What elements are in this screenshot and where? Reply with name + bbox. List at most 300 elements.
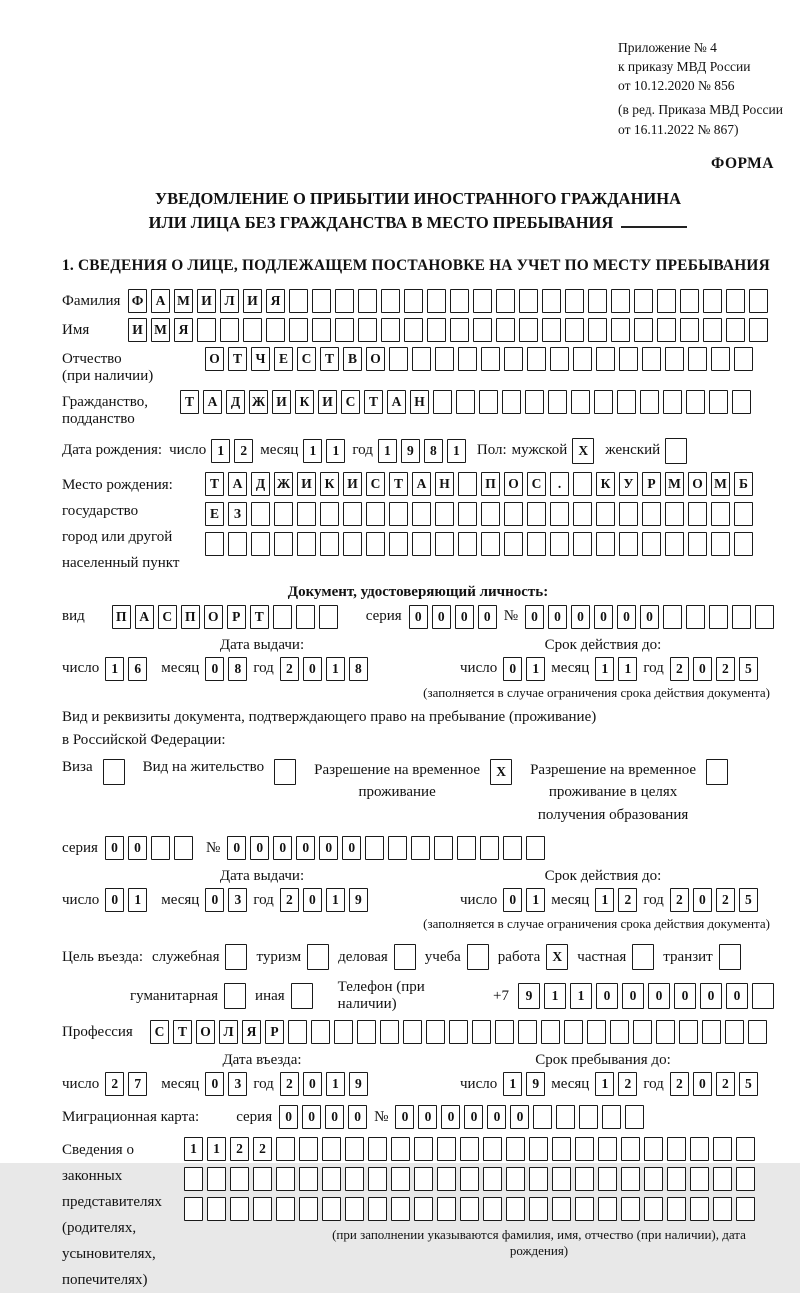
char-box[interactable]: 7 [128, 1072, 147, 1096]
char-box[interactable]: 9 [349, 888, 368, 912]
char-box[interactable] [680, 289, 699, 313]
char-box[interactable] [197, 318, 216, 342]
char-box[interactable]: 1 [503, 1072, 522, 1096]
char-box[interactable]: Т [320, 347, 339, 371]
char-box[interactable]: В [343, 347, 362, 371]
char-box[interactable] [307, 944, 329, 970]
char-box[interactable] [276, 1137, 295, 1161]
char-box[interactable] [596, 502, 615, 526]
char-box[interactable]: Я [266, 289, 285, 313]
char-box[interactable]: Я [242, 1020, 261, 1044]
char-box[interactable] [506, 1197, 525, 1221]
char-box[interactable]: 2 [716, 888, 735, 912]
char-box[interactable] [504, 502, 523, 526]
char-box[interactable]: 2 [253, 1137, 272, 1161]
char-box[interactable] [667, 1137, 686, 1161]
char-box[interactable] [529, 1197, 548, 1221]
char-box[interactable]: 0 [693, 888, 712, 912]
char-box[interactable] [734, 532, 753, 556]
char-box[interactable]: 0 [700, 983, 722, 1009]
char-box[interactable]: 0 [395, 1105, 414, 1129]
char-box[interactable] [598, 1197, 617, 1221]
char-box[interactable]: 0 [319, 836, 338, 860]
doc-issue-day-boxes[interactable] [105, 657, 147, 681]
birthplace-row1-boxes[interactable] [205, 472, 753, 496]
char-box[interactable] [703, 318, 722, 342]
char-box[interactable]: 2 [670, 1072, 689, 1096]
char-box[interactable] [483, 1137, 502, 1161]
char-box[interactable] [688, 347, 707, 371]
char-box[interactable] [457, 836, 476, 860]
char-box[interactable] [657, 289, 676, 313]
char-box[interactable] [299, 1197, 318, 1221]
char-box[interactable]: 1 [544, 983, 566, 1009]
char-box[interactable] [435, 347, 454, 371]
char-box[interactable]: 0 [455, 605, 474, 629]
char-box[interactable]: 0 [693, 657, 712, 681]
char-box[interactable] [644, 1197, 663, 1221]
char-box[interactable] [458, 532, 477, 556]
temp-residence-permit-checkbox[interactable] [490, 759, 512, 785]
char-box[interactable]: 1 [570, 983, 592, 1009]
char-box[interactable] [312, 318, 331, 342]
char-box[interactable] [552, 1137, 571, 1161]
char-box[interactable] [483, 1167, 502, 1191]
char-box[interactable] [319, 605, 338, 629]
char-box[interactable] [103, 759, 125, 785]
char-box[interactable] [322, 1137, 341, 1161]
char-box[interactable] [251, 532, 270, 556]
char-box[interactable] [343, 502, 362, 526]
char-box[interactable] [665, 438, 687, 464]
char-box[interactable]: 0 [273, 836, 292, 860]
residence-issue-day-boxes[interactable] [105, 888, 147, 912]
char-box[interactable] [273, 605, 292, 629]
char-box[interactable]: 1 [211, 439, 230, 463]
char-box[interactable]: 3 [228, 1072, 247, 1096]
char-box[interactable]: А [135, 605, 154, 629]
char-box[interactable] [403, 1020, 422, 1044]
char-box[interactable]: 1 [595, 657, 614, 681]
char-box[interactable]: О [504, 472, 523, 496]
char-box[interactable]: X [490, 759, 512, 785]
char-box[interactable] [389, 347, 408, 371]
char-box[interactable] [495, 1020, 514, 1044]
residence-issue-month-boxes[interactable] [205, 888, 247, 912]
char-box[interactable] [506, 1137, 525, 1161]
residence-permit-checkbox[interactable] [274, 759, 296, 785]
purpose-study-checkbox[interactable] [467, 944, 489, 970]
char-box[interactable]: 2 [105, 1072, 124, 1096]
doc-valid-month-boxes[interactable] [595, 657, 637, 681]
char-box[interactable] [460, 1167, 479, 1191]
char-box[interactable]: Т [250, 605, 269, 629]
char-box[interactable] [634, 318, 653, 342]
char-box[interactable] [550, 532, 569, 556]
char-box[interactable]: 0 [617, 605, 636, 629]
char-box[interactable] [253, 1167, 272, 1191]
char-box[interactable] [575, 1137, 594, 1161]
birthplace-row3-boxes[interactable] [205, 532, 753, 556]
char-box[interactable] [711, 532, 730, 556]
char-box[interactable] [690, 1167, 709, 1191]
char-box[interactable] [345, 1167, 364, 1191]
char-box[interactable] [621, 1167, 640, 1191]
char-box[interactable]: 0 [325, 1105, 344, 1129]
char-box[interactable] [389, 532, 408, 556]
char-box[interactable] [625, 1105, 644, 1129]
char-box[interactable]: 2 [670, 657, 689, 681]
purpose-business-checkbox[interactable] [394, 944, 416, 970]
char-box[interactable]: 2 [716, 657, 735, 681]
char-box[interactable]: 0 [205, 657, 224, 681]
char-box[interactable]: Н [435, 472, 454, 496]
char-box[interactable] [665, 532, 684, 556]
char-box[interactable] [656, 1020, 675, 1044]
char-box[interactable]: 0 [342, 836, 361, 860]
profession-boxes[interactable] [150, 1020, 767, 1044]
char-box[interactable]: 0 [548, 605, 567, 629]
char-box[interactable] [713, 1167, 732, 1191]
doc-valid-day-boxes[interactable] [503, 657, 545, 681]
char-box[interactable] [276, 1197, 295, 1221]
char-box[interactable] [688, 502, 707, 526]
char-box[interactable]: 2 [230, 1137, 249, 1161]
char-box[interactable] [706, 759, 728, 785]
char-box[interactable] [358, 289, 377, 313]
char-box[interactable] [394, 944, 416, 970]
char-box[interactable] [709, 605, 728, 629]
char-box[interactable] [541, 1020, 560, 1044]
char-box[interactable] [503, 836, 522, 860]
patronymic-boxes[interactable] [205, 347, 753, 371]
char-box[interactable] [380, 1020, 399, 1044]
char-box[interactable]: Р [227, 605, 246, 629]
char-box[interactable]: 0 [205, 1072, 224, 1096]
char-box[interactable] [633, 1020, 652, 1044]
char-box[interactable] [602, 1105, 621, 1129]
char-box[interactable] [220, 318, 239, 342]
char-box[interactable] [449, 1020, 468, 1044]
char-box[interactable] [496, 289, 515, 313]
doc-number-boxes[interactable] [525, 605, 774, 629]
char-box[interactable] [414, 1197, 433, 1221]
char-box[interactable]: 0 [726, 983, 748, 1009]
char-box[interactable] [665, 347, 684, 371]
char-box[interactable] [345, 1197, 364, 1221]
char-box[interactable]: 0 [503, 657, 522, 681]
char-box[interactable] [667, 1197, 686, 1221]
char-box[interactable] [412, 502, 431, 526]
char-box[interactable] [404, 318, 423, 342]
char-box[interactable]: 2 [618, 1072, 637, 1096]
char-box[interactable] [437, 1197, 456, 1221]
char-box[interactable] [435, 532, 454, 556]
char-box[interactable] [703, 289, 722, 313]
temp-residence-edu-checkbox[interactable] [706, 759, 728, 785]
char-box[interactable] [564, 1020, 583, 1044]
char-box[interactable] [434, 836, 453, 860]
char-box[interactable] [184, 1197, 203, 1221]
char-box[interactable] [752, 983, 774, 1009]
char-box[interactable]: П [481, 472, 500, 496]
char-box[interactable] [748, 1020, 767, 1044]
char-box[interactable] [274, 759, 296, 785]
entry-day-boxes[interactable] [105, 1072, 147, 1096]
stay-month-boxes[interactable] [595, 1072, 637, 1096]
char-box[interactable]: 0 [303, 1072, 322, 1096]
char-box[interactable] [228, 532, 247, 556]
char-box[interactable] [472, 1020, 491, 1044]
char-box[interactable] [617, 390, 636, 414]
char-box[interactable]: С [158, 605, 177, 629]
char-box[interactable]: 1 [303, 439, 322, 463]
char-box[interactable] [504, 347, 523, 371]
char-box[interactable]: 8 [349, 657, 368, 681]
char-box[interactable]: О [204, 605, 223, 629]
char-box[interactable]: З [228, 502, 247, 526]
char-box[interactable]: Т [173, 1020, 192, 1044]
doc-kind-boxes[interactable] [112, 605, 338, 629]
char-box[interactable] [542, 318, 561, 342]
char-box[interactable]: А [228, 472, 247, 496]
char-box[interactable] [276, 1167, 295, 1191]
char-box[interactable] [550, 347, 569, 371]
char-box[interactable] [391, 1137, 410, 1161]
char-box[interactable]: И [243, 289, 262, 313]
char-box[interactable]: 0 [296, 836, 315, 860]
purpose-official-checkbox[interactable] [225, 944, 247, 970]
char-box[interactable] [663, 605, 682, 629]
char-box[interactable] [573, 472, 592, 496]
char-box[interactable] [611, 318, 630, 342]
char-box[interactable]: М [665, 472, 684, 496]
char-box[interactable]: 0 [409, 605, 428, 629]
char-box[interactable] [690, 1137, 709, 1161]
purpose-humanitarian-checkbox[interactable] [224, 983, 246, 1009]
char-box[interactable] [391, 1167, 410, 1191]
char-box[interactable]: 8 [424, 439, 443, 463]
char-box[interactable]: 0 [503, 888, 522, 912]
char-box[interactable]: 2 [716, 1072, 735, 1096]
char-box[interactable] [224, 983, 246, 1009]
char-box[interactable]: 1 [526, 657, 545, 681]
char-box[interactable]: У [619, 472, 638, 496]
char-box[interactable] [365, 836, 384, 860]
residence-issue-year-boxes[interactable] [280, 888, 368, 912]
char-box[interactable]: М [711, 472, 730, 496]
doc-issue-year-boxes[interactable] [280, 657, 368, 681]
representatives-row3-boxes[interactable] [184, 1197, 774, 1221]
char-box[interactable] [755, 605, 774, 629]
residence-series-boxes[interactable] [105, 836, 193, 860]
char-box[interactable] [411, 836, 430, 860]
char-box[interactable] [619, 502, 638, 526]
char-box[interactable]: 0 [487, 1105, 506, 1129]
char-box[interactable]: 1 [618, 657, 637, 681]
char-box[interactable]: Т [389, 472, 408, 496]
char-box[interactable]: С [150, 1020, 169, 1044]
char-box[interactable]: А [412, 472, 431, 496]
char-box[interactable]: Д [251, 472, 270, 496]
char-box[interactable]: С [366, 472, 385, 496]
char-box[interactable]: 0 [693, 1072, 712, 1096]
char-box[interactable]: 0 [622, 983, 644, 1009]
purpose-other-checkbox[interactable] [291, 983, 313, 1009]
char-box[interactable] [657, 318, 676, 342]
char-box[interactable]: 0 [571, 605, 590, 629]
purpose-transit-checkbox[interactable] [719, 944, 741, 970]
char-box[interactable] [297, 502, 316, 526]
char-box[interactable] [688, 532, 707, 556]
char-box[interactable] [665, 502, 684, 526]
char-box[interactable]: 1 [378, 439, 397, 463]
char-box[interactable] [644, 1137, 663, 1161]
char-box[interactable]: 0 [478, 605, 497, 629]
char-box[interactable]: И [197, 289, 216, 313]
char-box[interactable] [548, 390, 567, 414]
char-box[interactable]: С [527, 472, 546, 496]
char-box[interactable] [619, 347, 638, 371]
char-box[interactable]: 1 [326, 657, 345, 681]
char-box[interactable] [642, 502, 661, 526]
char-box[interactable] [519, 289, 538, 313]
char-box[interactable]: 0 [303, 657, 322, 681]
entry-month-boxes[interactable] [205, 1072, 247, 1096]
stay-year-boxes[interactable] [670, 1072, 758, 1096]
given-name-boxes[interactable] [128, 318, 768, 342]
char-box[interactable] [575, 1167, 594, 1191]
char-box[interactable]: 0 [594, 605, 613, 629]
char-box[interactable] [579, 1105, 598, 1129]
char-box[interactable]: 0 [128, 836, 147, 860]
char-box[interactable] [388, 836, 407, 860]
char-box[interactable]: 1 [595, 888, 614, 912]
char-box[interactable] [587, 1020, 606, 1044]
char-box[interactable] [291, 983, 313, 1009]
char-box[interactable] [335, 318, 354, 342]
char-box[interactable]: 0 [105, 888, 124, 912]
representatives-row2-boxes[interactable] [184, 1167, 774, 1191]
char-box[interactable] [456, 390, 475, 414]
char-box[interactable]: X [546, 944, 568, 970]
char-box[interactable]: А [387, 390, 406, 414]
char-box[interactable]: Т [228, 347, 247, 371]
char-box[interactable] [527, 502, 546, 526]
char-box[interactable]: 0 [205, 888, 224, 912]
char-box[interactable] [736, 1167, 755, 1191]
char-box[interactable]: П [112, 605, 131, 629]
char-box[interactable]: 2 [280, 888, 299, 912]
residence-valid-day-boxes[interactable] [503, 888, 545, 912]
char-box[interactable]: И [272, 390, 291, 414]
char-box[interactable] [690, 1197, 709, 1221]
char-box[interactable] [345, 1137, 364, 1161]
migration-number-boxes[interactable] [395, 1105, 644, 1129]
char-box[interactable] [596, 532, 615, 556]
char-box[interactable] [632, 944, 654, 970]
char-box[interactable] [205, 532, 224, 556]
char-box[interactable]: О [366, 347, 385, 371]
char-box[interactable]: С [297, 347, 316, 371]
char-box[interactable]: Я [174, 318, 193, 342]
char-box[interactable]: К [320, 472, 339, 496]
char-box[interactable]: 0 [105, 836, 124, 860]
char-box[interactable]: К [596, 472, 615, 496]
char-box[interactable]: 0 [302, 1105, 321, 1129]
char-box[interactable] [686, 605, 705, 629]
char-box[interactable]: . [550, 472, 569, 496]
char-box[interactable] [713, 1137, 732, 1161]
char-box[interactable] [368, 1137, 387, 1161]
char-box[interactable]: 3 [228, 888, 247, 912]
char-box[interactable]: 1 [207, 1137, 226, 1161]
char-box[interactable]: 1 [595, 1072, 614, 1096]
char-box[interactable]: Ч [251, 347, 270, 371]
char-box[interactable]: Т [180, 390, 199, 414]
char-box[interactable]: Ж [274, 472, 293, 496]
char-box[interactable] [381, 318, 400, 342]
purpose-tourism-checkbox[interactable] [307, 944, 329, 970]
char-box[interactable]: М [174, 289, 193, 313]
char-box[interactable] [297, 532, 316, 556]
char-box[interactable] [207, 1197, 226, 1221]
char-box[interactable] [481, 532, 500, 556]
doc-valid-year-boxes[interactable] [670, 657, 758, 681]
char-box[interactable]: 1 [526, 888, 545, 912]
char-box[interactable] [734, 347, 753, 371]
char-box[interactable]: 5 [739, 888, 758, 912]
char-box[interactable] [381, 289, 400, 313]
char-box[interactable] [296, 605, 315, 629]
char-box[interactable] [726, 318, 745, 342]
char-box[interactable]: Р [642, 472, 661, 496]
char-box[interactable] [366, 532, 385, 556]
char-box[interactable] [358, 318, 377, 342]
char-box[interactable] [473, 289, 492, 313]
char-box[interactable] [529, 1137, 548, 1161]
char-box[interactable] [473, 318, 492, 342]
char-box[interactable] [732, 605, 751, 629]
char-box[interactable]: 1 [128, 888, 147, 912]
char-box[interactable]: 1 [184, 1137, 203, 1161]
char-box[interactable]: 0 [510, 1105, 529, 1129]
char-box[interactable] [450, 289, 469, 313]
char-box[interactable] [642, 532, 661, 556]
visa-checkbox[interactable] [103, 759, 125, 785]
char-box[interactable]: 1 [105, 657, 124, 681]
char-box[interactable] [527, 532, 546, 556]
stay-day-boxes[interactable] [503, 1072, 545, 1096]
char-box[interactable] [389, 502, 408, 526]
char-box[interactable] [483, 1197, 502, 1221]
char-box[interactable] [565, 318, 584, 342]
char-box[interactable] [458, 472, 477, 496]
char-box[interactable] [312, 289, 331, 313]
migration-series-boxes[interactable] [279, 1105, 367, 1129]
char-box[interactable] [357, 1020, 376, 1044]
char-box[interactable] [481, 347, 500, 371]
char-box[interactable]: М [151, 318, 170, 342]
char-box[interactable] [504, 532, 523, 556]
char-box[interactable]: Л [219, 1020, 238, 1044]
char-box[interactable]: Ф [128, 289, 147, 313]
char-box[interactable]: И [343, 472, 362, 496]
char-box[interactable]: 0 [250, 836, 269, 860]
char-box[interactable] [230, 1167, 249, 1191]
char-box[interactable] [427, 318, 446, 342]
char-box[interactable]: К [295, 390, 314, 414]
